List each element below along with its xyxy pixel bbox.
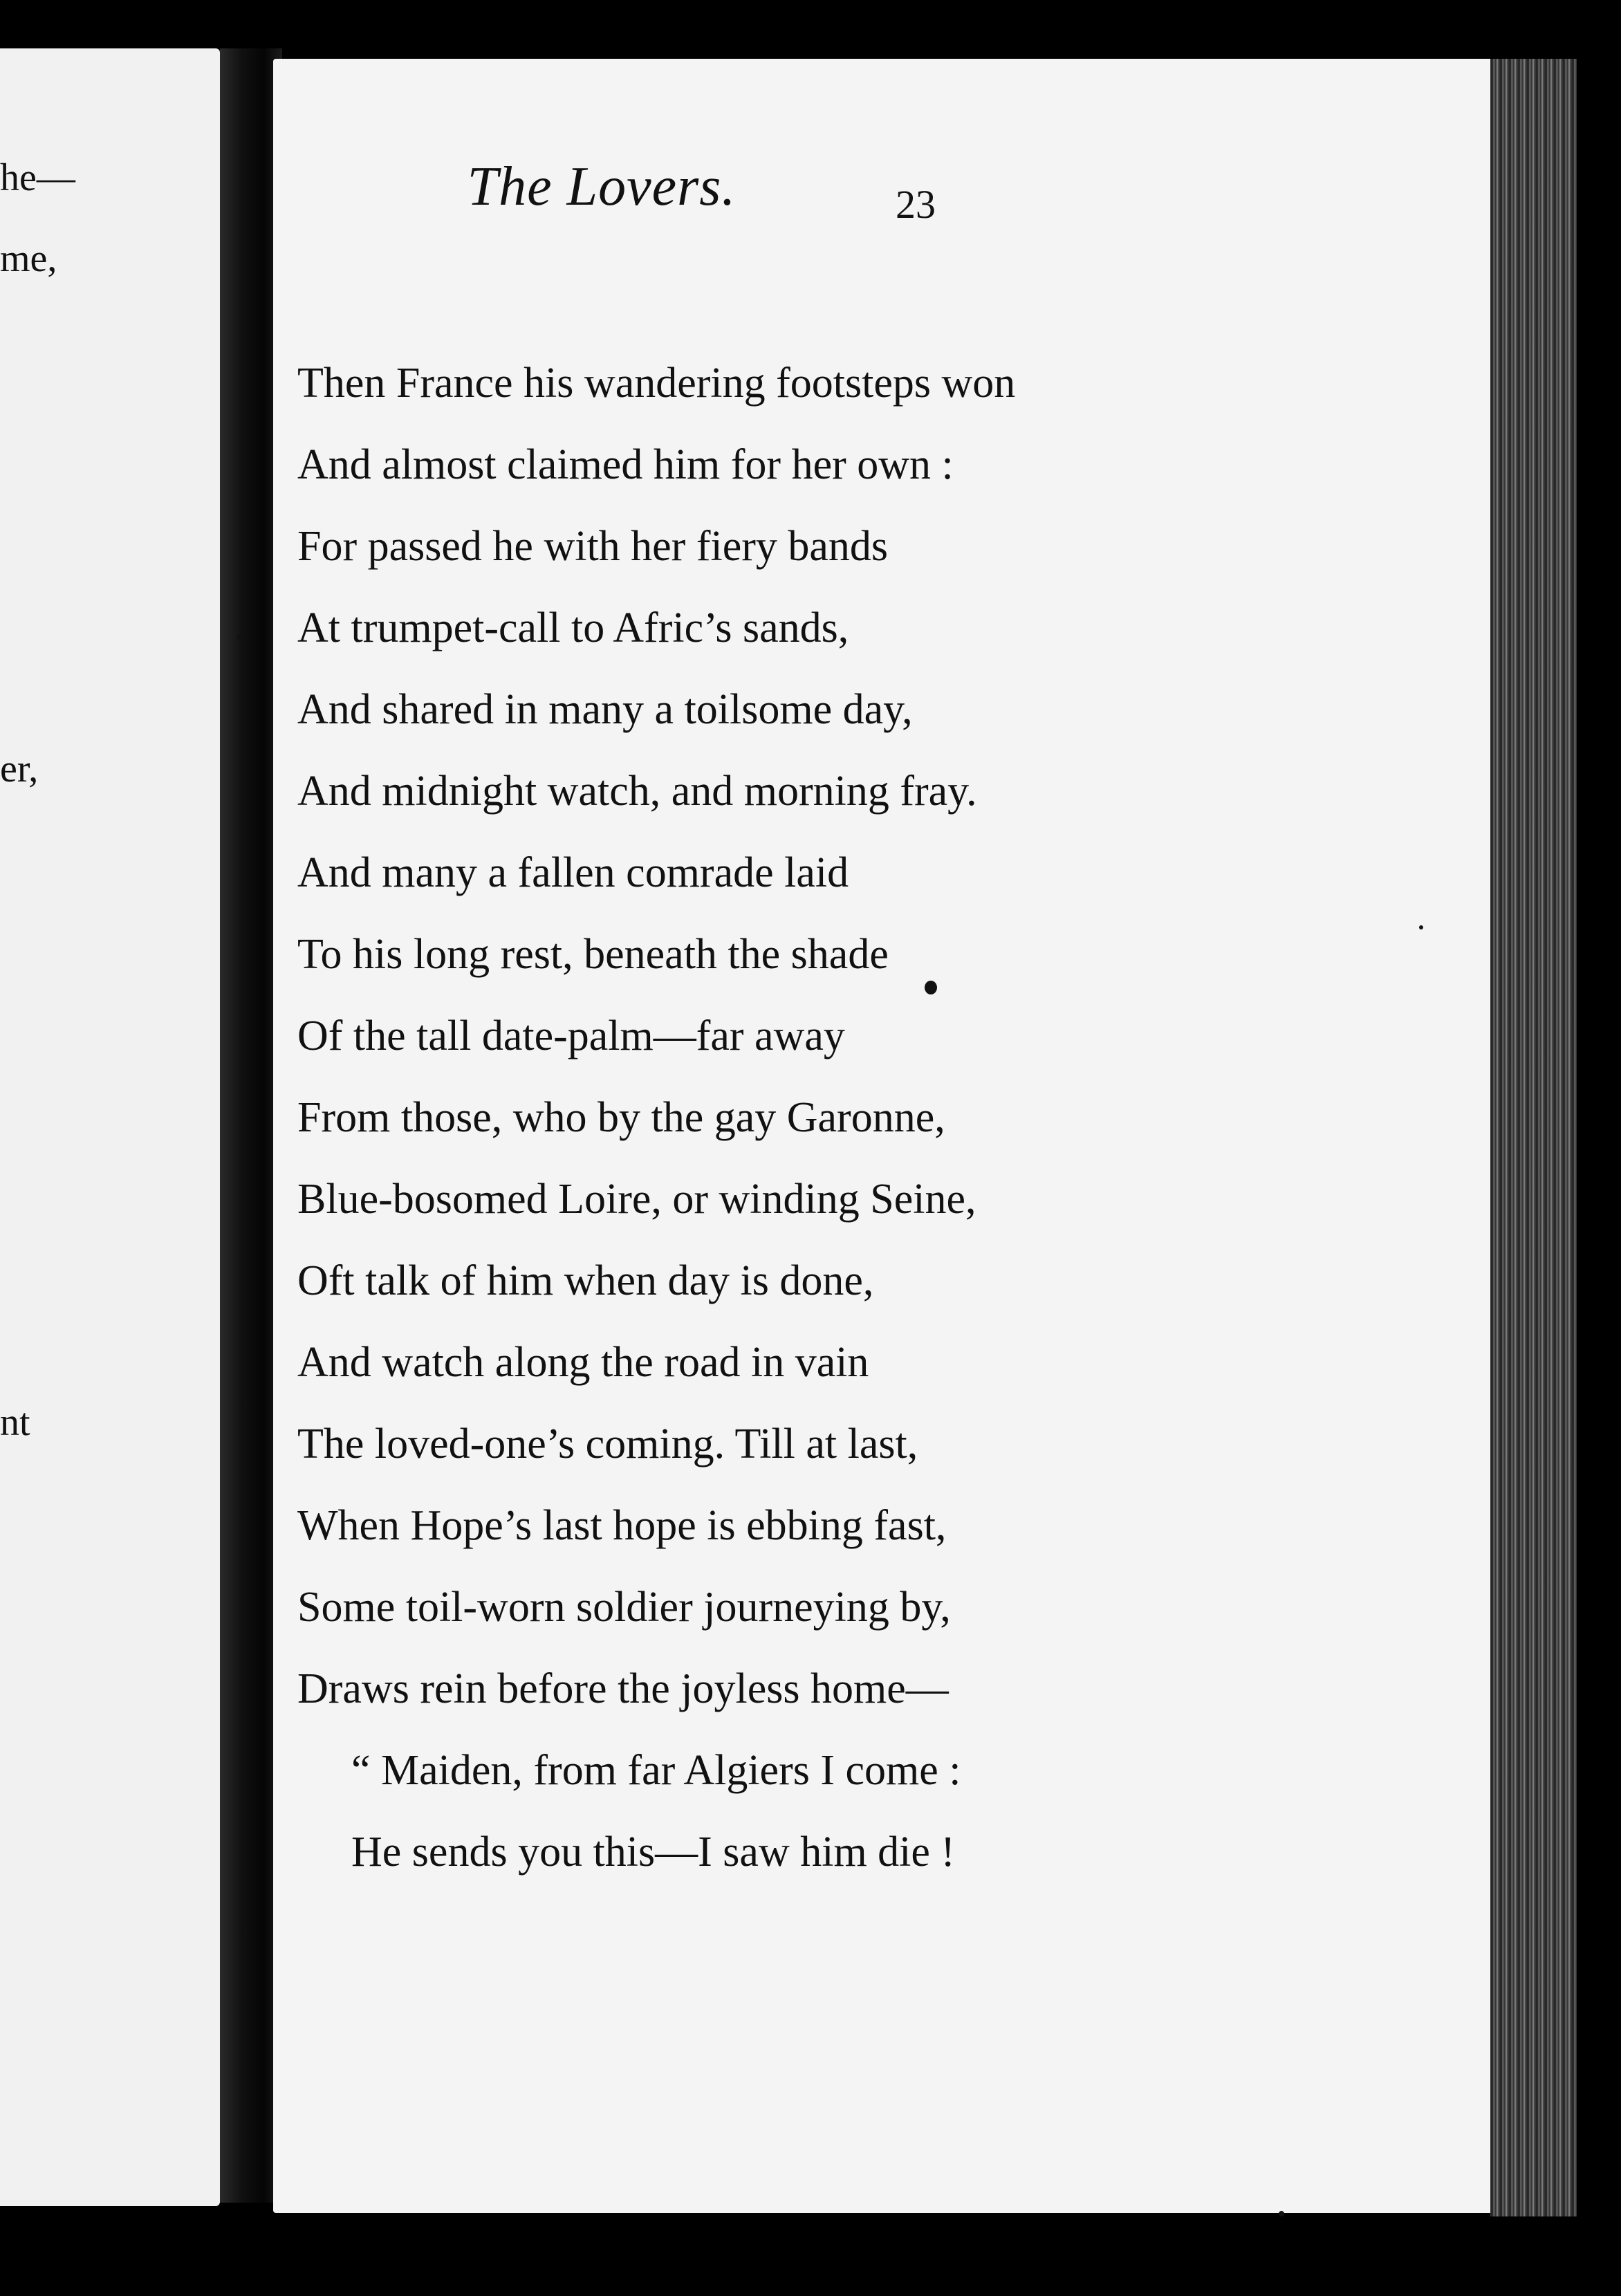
- poem-line: And midnight watch, and morning fray.: [297, 768, 977, 815]
- previous-page-fragment: me,: [0, 237, 57, 280]
- poem-line: To his long rest, beneath the shade: [297, 931, 889, 978]
- poem-text: [297, 342, 1015, 1893]
- poem-line: From those, who by the gay Garonne,: [297, 1094, 945, 1141]
- poem-line: And shared in many a toilsome day,: [297, 686, 913, 733]
- ink-speck: [1419, 925, 1423, 929]
- previous-page-fragment: he—: [0, 156, 75, 199]
- page-edges: [1490, 59, 1577, 2216]
- poem-line: Draws rein before the joyless home—: [297, 1665, 949, 1712]
- ink-speck: [925, 981, 937, 994]
- poem-line: Then France his wandering footsteps won: [297, 360, 1016, 407]
- ink-speck: [1279, 2211, 1284, 2216]
- poem-line: And almost claimed him for her own :: [297, 441, 954, 488]
- poem-line: Some toil-worn soldier journeying by,: [297, 1584, 951, 1631]
- poem-line: Of the tall date-palm—far away: [297, 1012, 845, 1059]
- poem-line: When Hope’s last hope is ebbing fast,: [297, 1502, 947, 1549]
- poem-line: At trumpet-call to Afric’s sands,: [297, 604, 849, 651]
- poem-line: For passed he with her fiery bands: [297, 523, 889, 570]
- poem-line: Oft talk of him when day is done,: [297, 1257, 874, 1304]
- ink-speck: [237, 634, 241, 640]
- running-title: The Lovers.: [467, 156, 737, 217]
- poem-line: And watch along the road in vain: [297, 1339, 869, 1386]
- page-number: 23: [896, 182, 936, 227]
- poem-line: He sends you this—I saw him die !: [351, 1829, 956, 1876]
- previous-page-fragment: nt: [0, 1401, 30, 1444]
- previous-page: [0, 48, 220, 2206]
- previous-page-fragment: er,: [0, 748, 39, 790]
- poem-line: And many a fallen comrade laid: [297, 849, 849, 896]
- poem-line: The loved-one’s coming. Till at last,: [297, 1420, 918, 1468]
- poem-line: “ Maiden, from far Algiers I come :: [351, 1747, 961, 1794]
- poem-line: Blue-bosomed Loire, or winding Seine,: [297, 1176, 976, 1223]
